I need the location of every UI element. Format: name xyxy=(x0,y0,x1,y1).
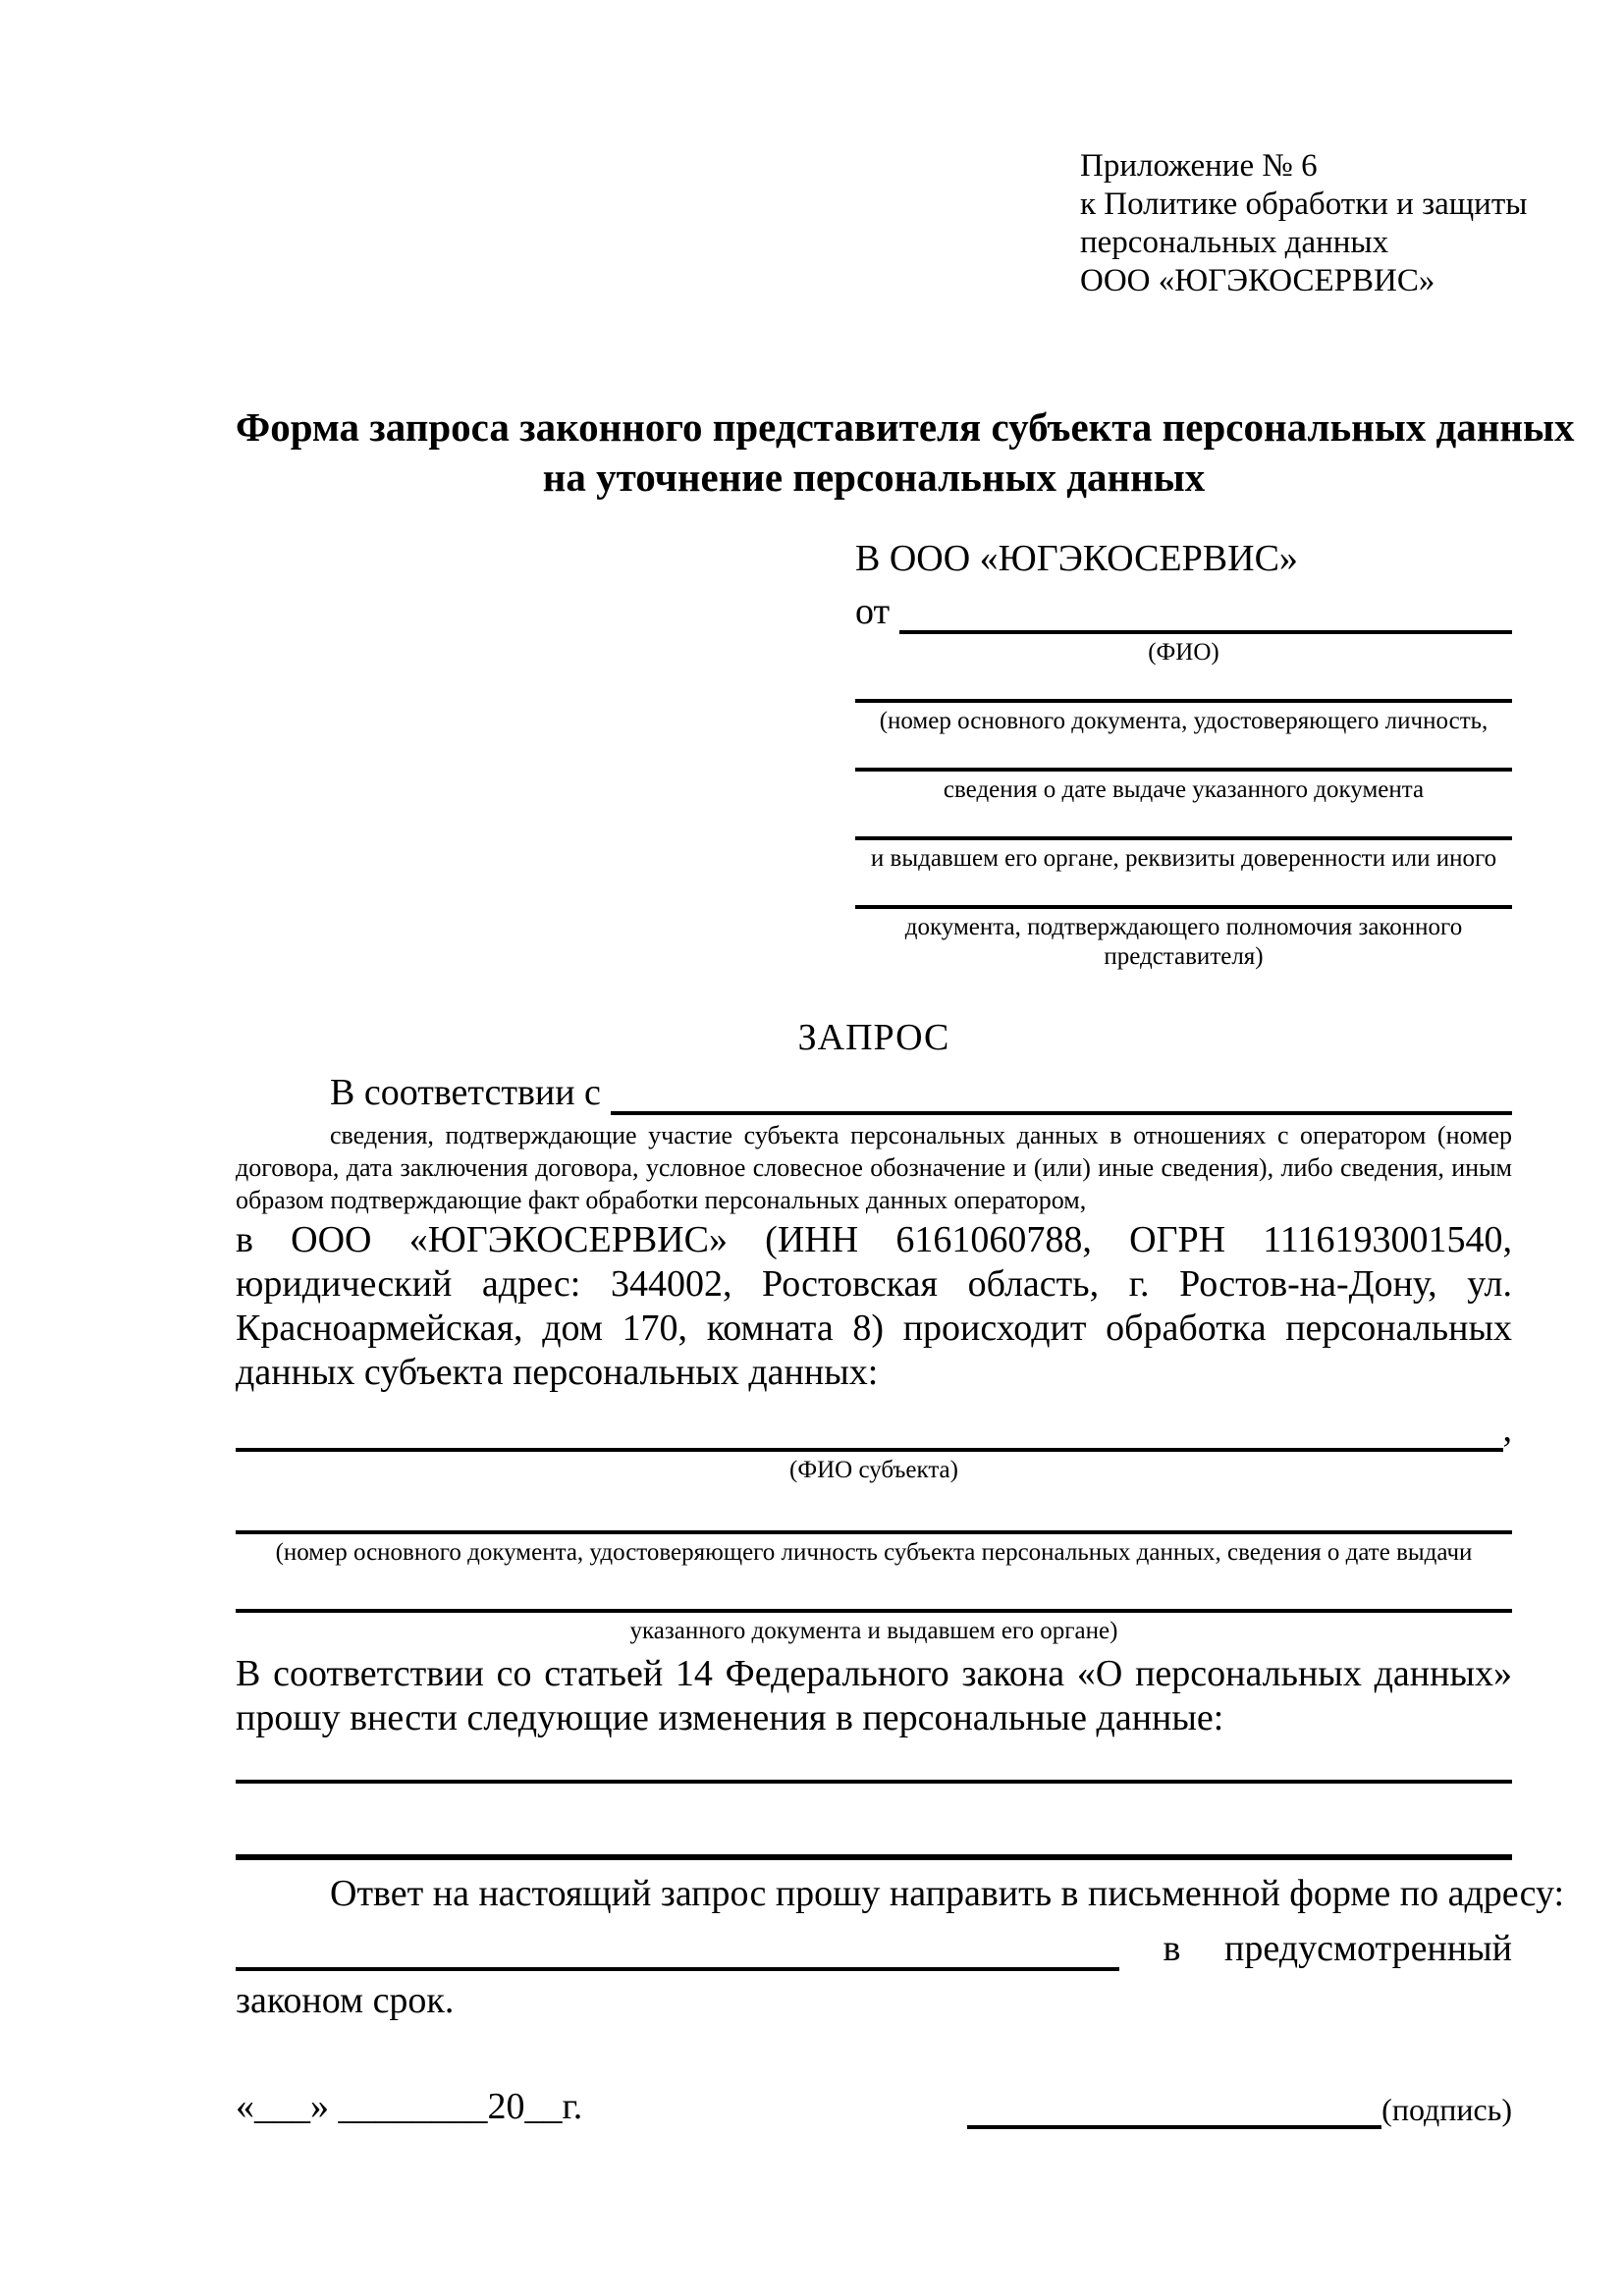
subject-doc-blank-line-2[interactable] xyxy=(236,1609,1512,1613)
date-blank[interactable]: «___» ________20__г. xyxy=(236,2086,583,2127)
basis-blank-line[interactable] xyxy=(611,1076,1512,1115)
identity-doc-blank-line-2[interactable] xyxy=(855,768,1512,772)
signature-group xyxy=(967,2090,1512,2129)
subject-fio-row xyxy=(236,1407,1512,1452)
subject-line-comma: , xyxy=(1502,1409,1512,1450)
identity-doc-blank-line-4[interactable] xyxy=(855,905,1512,909)
identity-doc-unit-3 xyxy=(855,836,1512,874)
reply-tail-line: законом срок. xyxy=(236,1980,455,2021)
form-title xyxy=(236,402,1575,503)
form-title-line1: Форма запроса законного представителя субъекта персональных данных xyxy=(236,404,1575,450)
subject-fio-blank-line[interactable] xyxy=(236,1413,1503,1452)
appendix-policy-line: к Политике обработки и защиты xyxy=(1080,187,1528,222)
fio-caption: (ФИО) xyxy=(1148,639,1219,666)
reply-address-row xyxy=(236,1926,1512,1971)
form-title-line2: на уточнение персональных данных xyxy=(542,454,1206,500)
signature-caption: (подпись) xyxy=(1381,2092,1512,2127)
subject-doc-caption-1: (номер основного документа, удостоверяющего личность субъекта персональных данных, сведения о дате выдачи xyxy=(275,1539,1473,1566)
changes-blank-line-2[interactable] xyxy=(236,1854,1512,1860)
identity-doc-caption-1: (номер основного документа, удостоверяющего личность, xyxy=(879,708,1489,734)
reply-sentence: Ответ на настоящий запрос прошу направить в письменной форме по адресу: xyxy=(330,1873,1565,1914)
identity-doc-blank-line-1[interactable] xyxy=(855,699,1512,703)
reply-word-predusmotrennyi: предусмотренный xyxy=(1224,1928,1512,1969)
date-signature-row xyxy=(236,2084,1512,2129)
law-paragraph: В соответствии со статьей 14 Федерального закона «О персональных данных» прошу внести следующие изменения в персональные данные: xyxy=(236,1653,1512,1738)
appendix-header xyxy=(1080,147,1528,300)
identity-doc-caption-3: и выдавшем его органе, реквизиты доверенности или иного xyxy=(870,845,1497,872)
appendix-organization: ООО «ЮГЭКОСЕРВИС» xyxy=(1080,263,1435,298)
basis-row xyxy=(236,1070,1512,1115)
reply-address-blank-line[interactable] xyxy=(236,1932,1119,1971)
signature-blank-line[interactable] xyxy=(967,2096,1381,2129)
from-row xyxy=(855,589,1512,634)
identity-doc-unit-4 xyxy=(855,905,1512,972)
identity-doc-caption-4: документа, подтверждающего полномочия законного представителя) xyxy=(904,914,1463,970)
identity-doc-blank-line-3[interactable] xyxy=(855,836,1512,840)
subject-doc-blank-line-1[interactable] xyxy=(236,1530,1512,1534)
applicant-fio-blank-line[interactable] xyxy=(899,595,1512,634)
basis-footnote: сведения, подтверждающие участие субъекта персональных данных в отношениях с оператором (номер договора, дата заключения договора, условное словесное обозначение и (или) иные сведения), либо сведения, иным образом подтверждающие факт обработки персональных данных оператором, xyxy=(236,1121,1512,1214)
identity-doc-unit-2 xyxy=(855,768,1512,805)
operator-paragraph: в ООО «ЮГЭКОСЕРВИС» (ИНН 6161060788, ОГРН 1116193001540, юридический адрес: 344002, Ростовская область, г. Ростов-на-Дону, ул. Красноармейская, дом 170, комната 8) происходит обработка персональных данных субъекта персональных данных: xyxy=(236,1219,1512,1393)
identity-doc-caption-2: сведения о дате выдаче указанного документа xyxy=(943,776,1425,803)
subject-fio-caption: (ФИО субъекта) xyxy=(789,1457,958,1483)
addressee-block xyxy=(855,536,1512,972)
subject-doc-caption-2: указанного документа и выдавшем его органе) xyxy=(629,1618,1118,1644)
request-heading: ЗАПРОС xyxy=(797,1017,950,1058)
reply-word-v: в xyxy=(1163,1928,1181,1969)
appendix-number: Приложение № 6 xyxy=(1080,148,1318,184)
identity-doc-unit-1 xyxy=(855,699,1512,736)
from-label: от xyxy=(855,591,891,632)
basis-prefix: В соответствии с xyxy=(330,1072,601,1113)
changes-blank-line-1[interactable] xyxy=(236,1780,1512,1784)
addressee-organization: В ООО «ЮГЭКОСЕРВИС» xyxy=(855,538,1298,579)
appendix-policy-line2: персональных данных xyxy=(1080,225,1389,260)
